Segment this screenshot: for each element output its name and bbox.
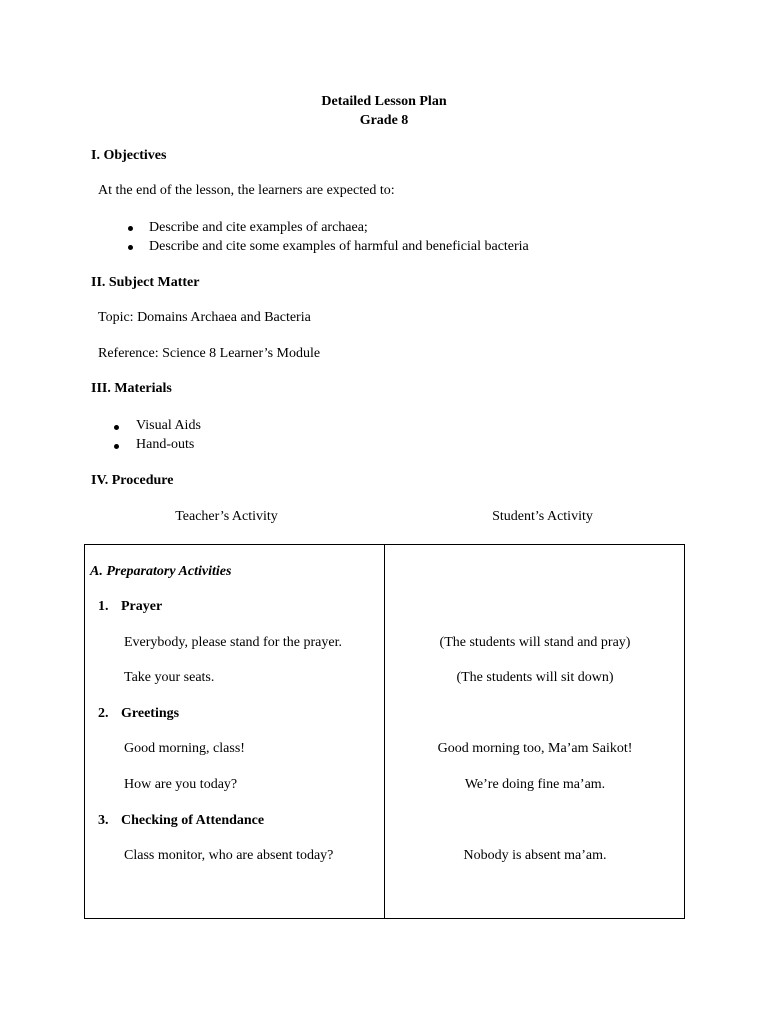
subject-matter-heading: II. Subject Matter (91, 275, 200, 290)
student-line: (The students will sit down) (456, 670, 614, 685)
materials-heading: III. Materials (91, 381, 172, 396)
objectives-heading: I. Objectives (91, 148, 167, 163)
bullet-icon (114, 444, 119, 449)
document-title: Detailed Lesson Plan (321, 94, 447, 109)
student-column-header: Student’s Activity (492, 509, 593, 524)
objective-item: Describe and cite some examples of harmful and beneficial bacteria (149, 239, 529, 254)
step-number: 3. (98, 813, 109, 828)
reference-line: Reference: Science 8 Learner’s Module (98, 346, 321, 361)
topic-line: Topic: Domains Archaea and Bacteria (98, 310, 311, 325)
material-item: Hand-outs (136, 437, 195, 452)
student-line: Nobody is absent ma’am. (463, 848, 607, 863)
teacher-line: Take your seats. (124, 670, 215, 685)
student-line: We’re doing fine ma’am. (464, 777, 606, 792)
step-title-attendance: Checking of Attendance (121, 813, 265, 828)
objectives-intro: At the end of the lesson, the learners are expected to: (98, 183, 395, 198)
section-title: A. Preparatory Activities (90, 564, 232, 579)
teacher-column-header: Teacher’s Activity (175, 509, 278, 524)
objective-item: Describe and cite examples of archaea; (149, 220, 368, 235)
procedure-heading: IV. Procedure (91, 473, 174, 488)
bullet-icon (128, 226, 133, 231)
teacher-line: Class monitor, who are absent today? (124, 848, 334, 863)
step-number: 2. (98, 706, 109, 721)
teacher-line: How are you today? (124, 777, 238, 792)
bullet-icon (114, 425, 119, 430)
grade-label: Grade 8 (359, 113, 409, 128)
step-title-greetings: Greetings (121, 706, 180, 721)
student-line: Good morning too, Ma’am Saikot! (437, 741, 633, 756)
teacher-line: Good morning, class! (124, 741, 245, 756)
bullet-icon (128, 245, 133, 250)
step-title-prayer: Prayer (121, 599, 163, 614)
teacher-line: Everybody, please stand for the prayer. (124, 635, 342, 650)
student-line: (The students will stand and pray) (439, 635, 631, 650)
step-number: 1. (98, 599, 109, 614)
material-item: Visual Aids (136, 418, 201, 433)
